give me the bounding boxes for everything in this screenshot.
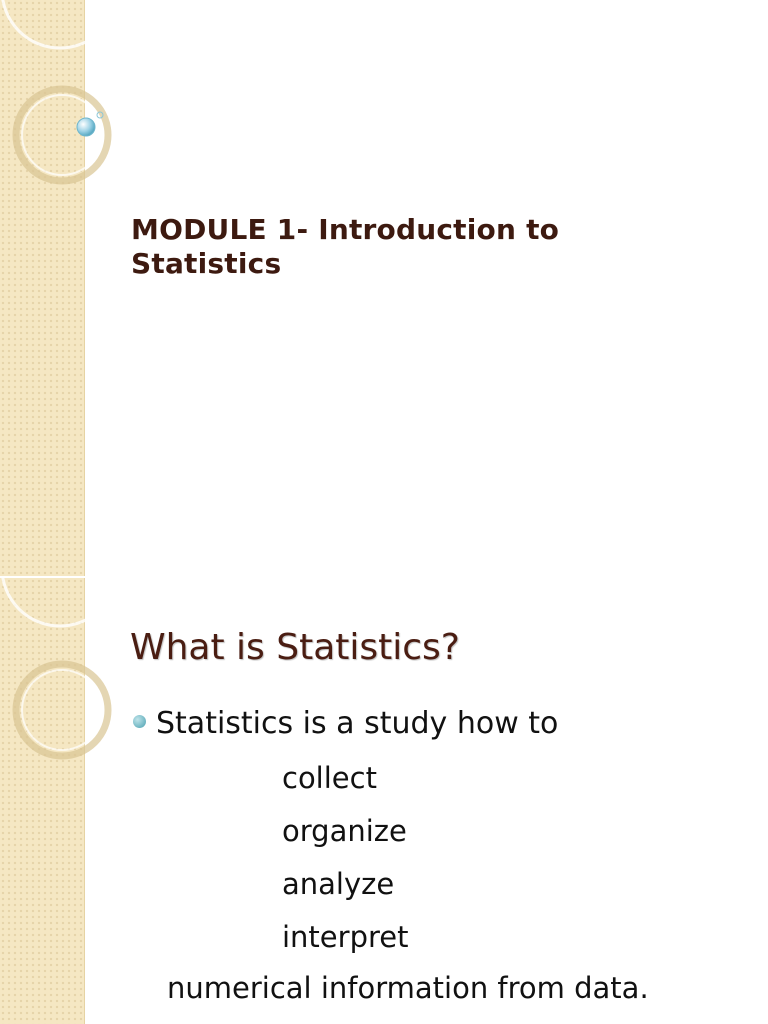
bullet-dot-icon [133, 715, 146, 728]
decorative-sidebar [0, 0, 85, 576]
list-item: collect [282, 761, 377, 795]
module-title [131, 213, 731, 281]
module-title-line-2: Statistics [131, 247, 282, 280]
bullet-text: Statistics is a study how to [156, 706, 559, 741]
slide-2 [0, 578, 768, 1024]
slide-heading: What is Statistics? [130, 627, 460, 668]
list-item: analyze [282, 867, 395, 901]
closing-text: numerical information from data. [167, 971, 649, 1005]
circle-ornament-icon [0, 578, 120, 778]
list-item: interpret [282, 920, 409, 954]
decorative-sidebar [0, 578, 85, 1024]
list-item: organize [282, 814, 407, 848]
module-title-line-1: MODULE 1- Introduction to [131, 213, 560, 246]
bullet-item [133, 704, 558, 744]
